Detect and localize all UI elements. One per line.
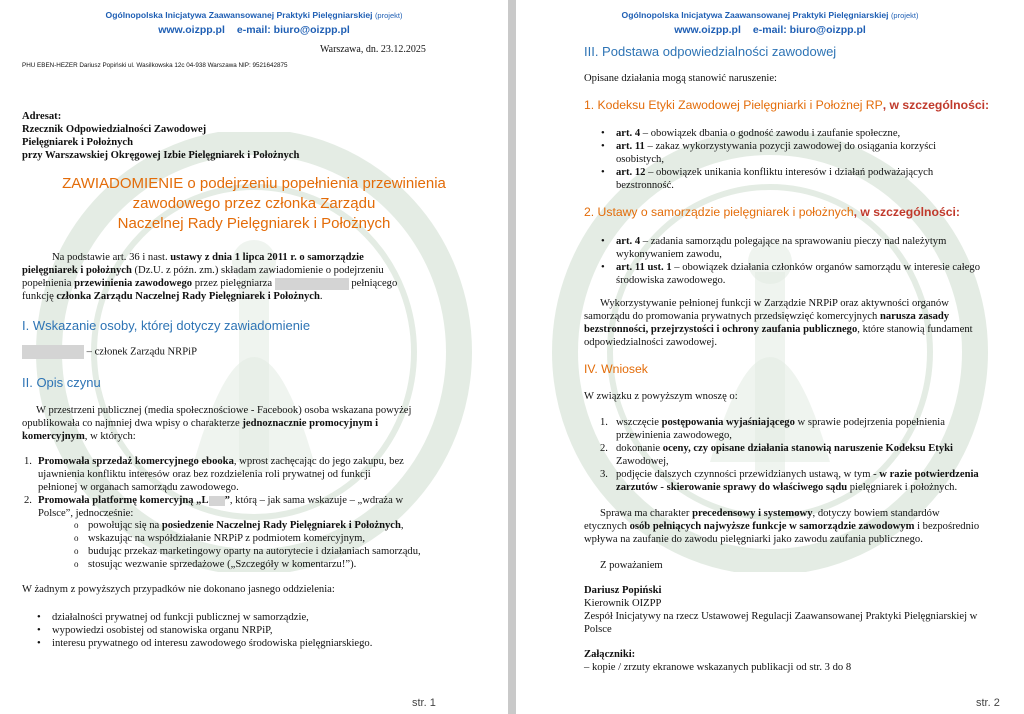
page-number: str. 2 [976, 697, 1000, 709]
sender-line: PHU EBEN-HEZER Dariusz Popiński ul. Wasilkowska 12c 04-938 Warszawa NIP: 9521642875 [22, 62, 288, 69]
document-page-1 [0, 0, 508, 714]
org-name: Ogólnopolska Inicjatywa Zaawansowanej Praktyki Pielęgniarskiej [105, 10, 373, 20]
section-3-heading: III. Podstawa odpowiedzialności zawodowej [584, 44, 837, 59]
title-line: Naczelnej Rady Pielęgniarek i Położnych [117, 215, 391, 232]
bullet-item: • interesu prywatnego od interesu zawodowego środowiska pielęgniarskiego. [37, 638, 373, 649]
violation-intro: Opisane działania mogą stanowić naruszenie: [584, 73, 777, 84]
addressee-line: Pielęgniarek i Położnych [22, 137, 134, 148]
redacted-platform [209, 496, 225, 506]
separation-intro: W żadnym z powyższych przypadków nie dokonano jasnego oddzielenia: [22, 584, 335, 595]
request-intro: W związku z powyższym wnoszę o: [584, 391, 738, 402]
addressee-label: Adresat: [22, 111, 62, 122]
org-name: Ogólnopolska Inicjatywa Zaawansowanej Praktyki Pielęgniarskiej [621, 10, 889, 20]
section-2-heading: II. Opis czynu [22, 375, 101, 390]
title-line: ZAWIADOMIENIE o podejrzeniu popełnienia przewinienia [62, 175, 446, 192]
email-link[interactable]: e-mail: biuro@oizpp.pl [236, 24, 350, 36]
code-item: • art. 12 – obowiązek unikania konfliktu interesów i działań podważających bezstronność. [601, 167, 934, 191]
signature-block: Dariusz Popiński Kierownik OIZPP Zespół Inicjatywy na rzecz Ustawowej Regulacji Zaawansowanej Praktyki Pielęgniarskiej w Polsce [584, 585, 978, 635]
subsection-2-heading: 2. Ustawy o samorządzie pielęgniarek i położnych, w szczególności: [584, 205, 960, 219]
email-link[interactable]: e-mail: biuro@oizpp.pl [752, 24, 866, 36]
document-title [0, 174, 508, 234]
website-link[interactable]: www.oizpp.pl [158, 24, 225, 36]
place-date: Warszawa, dn. 23.12.2025 [320, 44, 426, 55]
act-item: • art. 11 ust. 1 – obowiązek działania członków organów samorządu w interesie całego środowiska zawodowego. [601, 262, 981, 286]
character-paragraph: Sprawa ma charakter precedensowy i systemowy, dotyczy bowiem standardów etycznych osób pełniących najwyższe funkcje w samorządzie zawodowym i bezpośrednio wpływa na zaufanie do zawodu pielęgniarki jako zawodu zaufania publicznego. [584, 508, 980, 545]
addressee-block [22, 110, 299, 162]
title-line: zawodowego przez członka Zarządu [132, 195, 376, 212]
section-1-heading: I. Wskazanie osoby, której dotyczy zawiadomienie [22, 318, 311, 333]
code-item: • art. 4 – obowiązek dbania o godność zawodu i zaufanie społeczne, [601, 128, 901, 139]
redacted-name [22, 345, 84, 359]
org-header [0, 10, 508, 20]
page-number: str. 1 [412, 697, 436, 709]
addressee-line: Rzecznik Odpowiedzialności Zawodowej [22, 124, 207, 135]
watermark-seal-icon [550, 132, 990, 572]
redacted-name [275, 278, 349, 290]
list-item: 1. Promowała sprzedaż komercyjnego ebooka, wprost zachęcając do jego zakupu, bez ujawnienia konfliktu interesów oraz bez rozdzielenia roli prywatnej od funkcji pełnionej w organach samorządu zawodowego. [24, 456, 404, 493]
addressee-line: przy Warszawskiej Okręgowej Izbie Pielęgniarek i Położnych [22, 150, 300, 161]
org-contact [0, 24, 508, 36]
org-contact [516, 24, 1024, 36]
closing: Z poważaniem [600, 560, 663, 571]
attachments: Załączniki: – kopie / zrzuty ekranowe wskazanych publikacji od str. 3 do 8 [584, 649, 852, 673]
org-header [516, 10, 1024, 20]
subsection-1-heading: 1. Kodeksu Etyki Zawodowej Pielęgniarki i Położnej RP, w szczególności: [584, 98, 990, 112]
list-item: 2. Promowała platformę komercyjną „L ”, którą – jak sama wskazuje – „wdraża w Polsce”, jednocześnie: [24, 495, 404, 519]
org-suffix: (projekt) [374, 11, 403, 20]
bullet-item: • wypowiedzi osobistej od stanowiska organu NRPiP, [37, 625, 273, 636]
sub-list-item: o budując przekaz marketingowy oparty na autorytecie i działaniach samorządu, [74, 546, 421, 557]
sub-list-item: o wskazując na współdziałanie NRPiP z podmiotem komercyjnym, [74, 533, 366, 544]
request-item: 2. dokonanie oceny, czy opisane działania stanowią naruszenie Kodeksu Etyki Zawodowej, [600, 443, 953, 467]
section-1-text: – członek Zarządu NRPiP [22, 345, 197, 359]
description-paragraph: W przestrzeni publicznej (media społecznościowe - Facebook) osoba wskazana powyżej opublikowała co najmniej dwa wpisy o charakterze jednoznacznie promocyjnym i komercyjnym, w których: [22, 405, 412, 442]
website-link[interactable]: www.oizpp.pl [674, 24, 741, 36]
code-item: • art. 11 – zakaz wykorzystywania pozycji zawodowej do osiągania korzyści osobistych, [601, 141, 937, 165]
org-suffix: (projekt) [890, 11, 919, 20]
bullet-item: • działalności prywatnej od funkcji publicznej w samorządzie, [37, 612, 309, 623]
act-item: • art. 4 – zadania samorządu polegające na sprawowaniu pieczy nad należytym wykonywaniem zawodu, [601, 236, 947, 260]
sub-list-item: o powołując się na posiedzenie Naczelnej Rady Pielęgniarek i Położnych, [74, 520, 404, 531]
request-item: 1. wszczęcie postępowania wyjaśniającego w sprawie podejrzenia popełnienia przewinienia zawodowego, [600, 417, 945, 441]
intro-paragraph: Na podstawie art. 36 i nast. ustawy z dnia 1 lipca 2011 r. o samorządzie pielęgniarek i położnych (Dz.U. z późn. zm.) składam zawiadomienie o podejrzeniu popełnienia przewinienia zawodowego przez pielęgniarza pełniącego funkcję członka Zarządu Naczelnej Rady Pielęgniarek i Położnych. [22, 252, 398, 302]
use-paragraph: Wykorzystywanie pełnionej funkcji w Zarządzie NRPiP oraz aktywności organów samorządu do promowania prywatnych przedsięwzięć komercyjnych narusza zasady bezstronności, przejrzystości i ochrony zaufania publicznego, które stanowią fundament odpowiedzialności zawodowej. [584, 298, 973, 348]
request-item: 3. podjęcie dalszych czynności przewidzianych ustawą, w tym - w razie potwierdzenia zarzutów - skierowanie sprawy do właściwego sądu pielęgniarek i położnych. [600, 469, 979, 493]
sub-list-item: o stosując wezwanie sprzedażowe („Szczegóły w komentarzu!”). [74, 559, 357, 570]
document-page-2 [516, 0, 1024, 714]
section-4-heading: IV. Wniosek [584, 362, 648, 376]
